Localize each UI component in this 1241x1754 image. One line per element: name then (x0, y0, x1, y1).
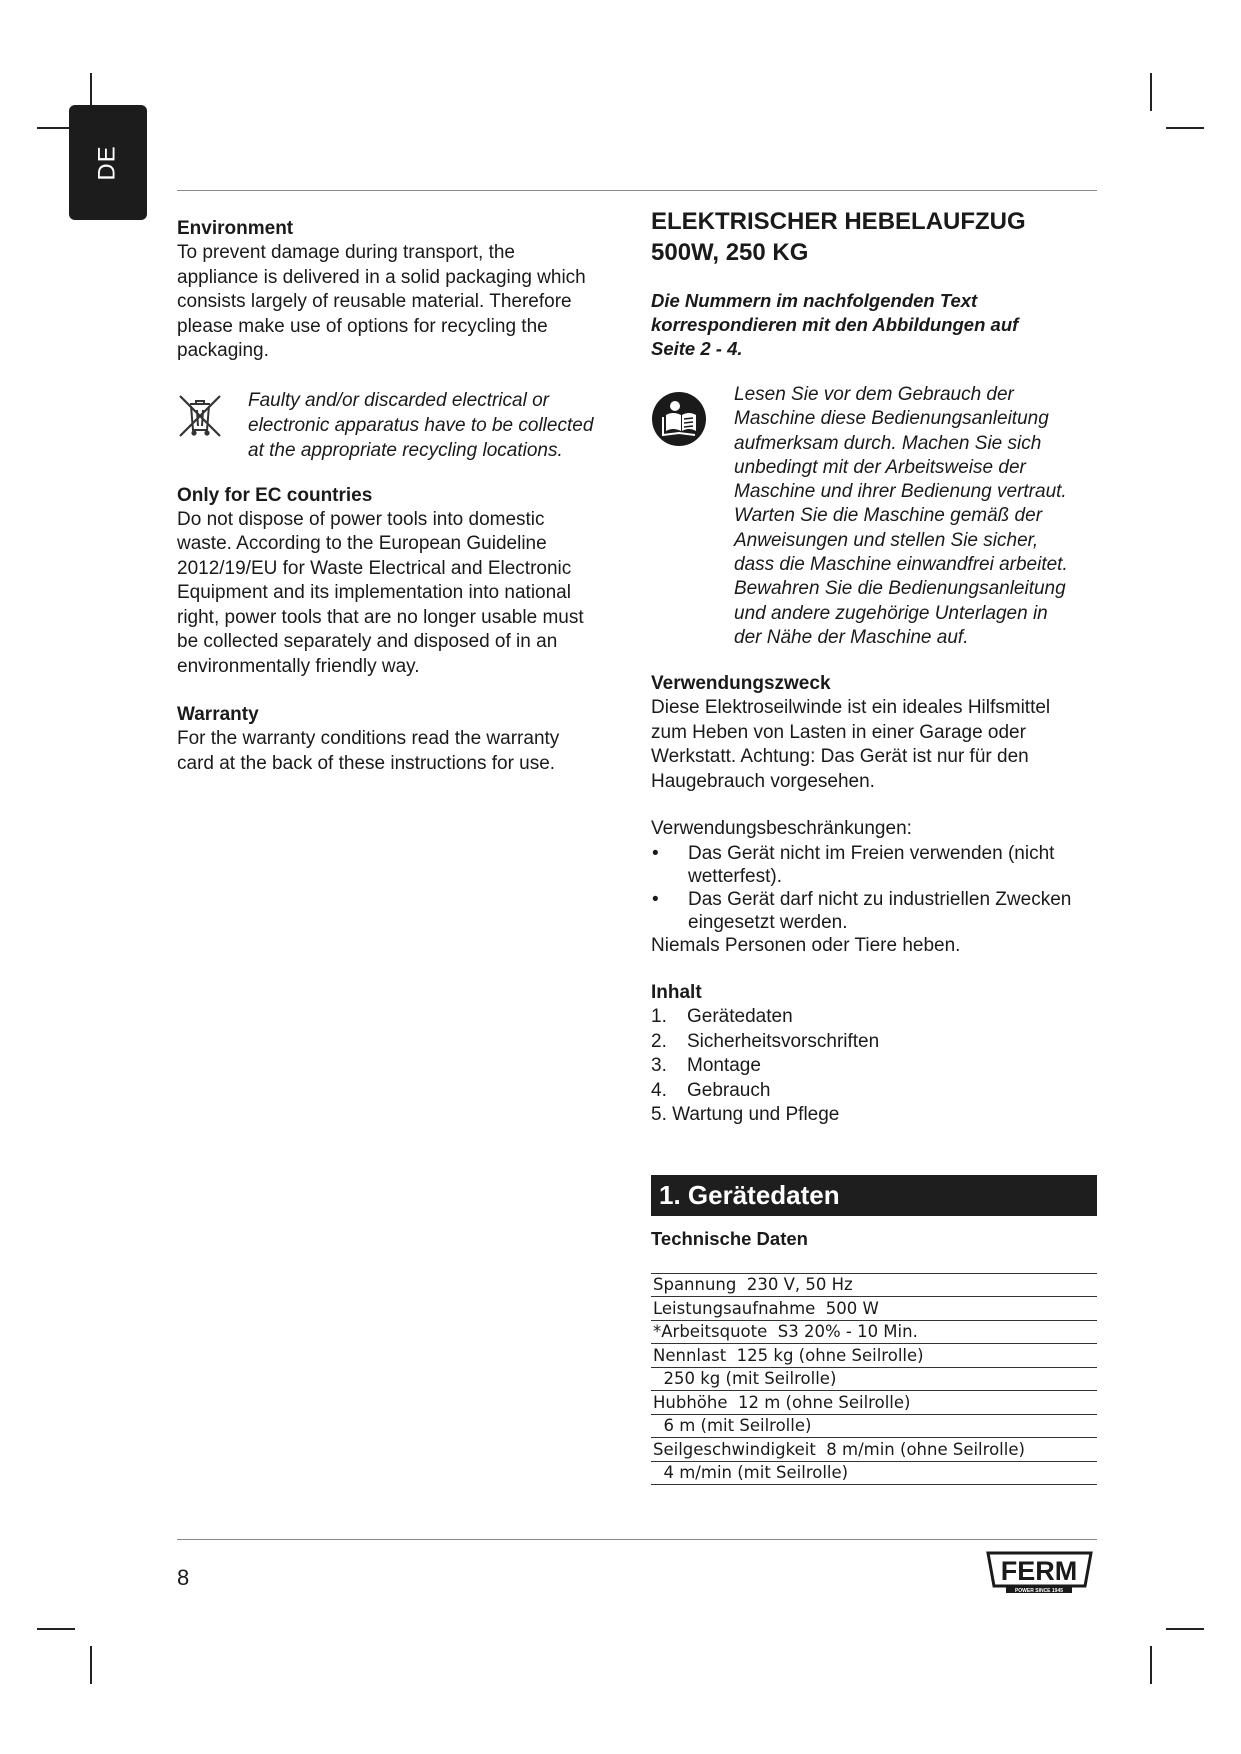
restrictions-closing: Niemals Personen oder Tiere heben. (651, 934, 961, 956)
contents-list (651, 1005, 1097, 1128)
section-title: 1. Gerätedaten (651, 1175, 1097, 1216)
restrictions-list (651, 842, 1097, 934)
page-number: 8 (177, 1565, 190, 1590)
warranty-section (177, 702, 617, 776)
ec-text: Do not dispose of power tools into domestic waste. According to the European Guideline 2012/19/EU for Waste Electrical and Electronic Equipment and its implementation into national right, power tools that are no longer usable must be collected separately and disposed of in an environmentally friendly way. (177, 508, 584, 677)
read-manual-icon (651, 391, 707, 447)
header-rule (177, 190, 1097, 191)
crop-mark (1150, 73, 1152, 111)
list-item: • Das Gerät darf nicht zu industriellen Zwecken eingesetzt werden. (651, 888, 1097, 934)
technical-data-heading: Technische Daten (651, 1227, 808, 1249)
table-row: Leistungsaufnahme 500 W (651, 1297, 1097, 1321)
warranty-heading: Warranty (177, 704, 259, 725)
restrictions-section (651, 817, 1097, 958)
table-row: Seilgeschwindigkeit 8 m/min (ohne Seilrolle) (651, 1438, 1097, 1462)
crossed-out-wheelie-bin-icon (177, 392, 223, 440)
table-row: 250 kg (mit Seilrolle) (651, 1367, 1097, 1391)
contents-heading: Inhalt (651, 982, 702, 1004)
manual-notice-text: Lesen Sie vor dem Gebrauch der Maschine diese Bedienungsanleitung aufmerksam durch. Machen Sie sich unbedingt mit der Arbeitsweise der Maschine und ihrer Bedienung vertraut. Warten Sie die Maschine gemäß der Anweisungen und stellen Sie sicher, dass die Maschine einwandfrei arbeitet. Bewahren Sie die Bedienungsanleitung und andere zugehörige Unterlagen in der Nähe der Maschine auf. (734, 384, 1068, 648)
read-manual-icon (651, 383, 734, 452)
list-item: • Das Gerät nicht im Freien verwenden (nicht wetterfest). (651, 842, 1097, 888)
ferm-logo (986, 1550, 1093, 1594)
product-title: ELEKTRISCHER HEBELAUFZUG 500W, 250 KG (651, 208, 1026, 266)
crop-mark (90, 1646, 92, 1684)
environment-heading: Environment (177, 218, 294, 239)
purpose-heading: Verwendungszweck (651, 673, 831, 695)
ec-section (177, 483, 617, 680)
svg-text:POWER SINCE 1945: POWER SINCE 1945 (1014, 1588, 1064, 1594)
device-data-section (651, 1175, 1097, 1486)
purpose-text: Diese Elektroseilwinde ist ein ideales Hilfsmittel zum Heben von Lasten in einer Garage oder Werkstatt. Achtung: Das Gerät ist nur für den Haugebrauch vorgesehen. (651, 697, 1051, 792)
purpose-section (651, 671, 1097, 794)
recycling-notice (177, 388, 617, 463)
table-row: Nennlast 125 kg (ohne Seilrolle) (651, 1344, 1097, 1368)
language-tab (69, 105, 147, 220)
environment-section (177, 216, 617, 364)
footer-rule (177, 1539, 1097, 1540)
list-item: 1. Gerätedaten (651, 1006, 793, 1028)
figure-reference-note: Die Nummern im nachfolgenden Text korrespondieren mit den Abbildungen auf Seite 2 - 4. (651, 290, 1019, 359)
restrictions-heading: Verwendungsbeschränkungen: (651, 818, 912, 840)
list-item: 3. Montage (651, 1055, 761, 1077)
list-item: 5. Wartung und Pflege (651, 1104, 840, 1126)
svg-text:FERM: FERM (1000, 1556, 1078, 1586)
warranty-text: For the warranty conditions read the warranty card at the back of these instructions for use. (177, 728, 560, 774)
language-label: DE (94, 144, 121, 181)
ferm-logo-graphic (986, 1550, 1093, 1594)
crop-mark (1150, 1646, 1152, 1684)
crossed-out-wheelie-bin-icon (177, 388, 248, 445)
table-row: *Arbeitsquote S3 20% - 10 Min. (651, 1320, 1097, 1344)
crop-mark (37, 1628, 75, 1630)
crop-mark (1166, 1628, 1204, 1630)
table-row: Hubhöhe 12 m (ohne Seilrolle) (651, 1391, 1097, 1415)
crop-mark (1166, 127, 1204, 129)
contents-section (651, 980, 1097, 1128)
left-column (177, 216, 617, 776)
environment-text: To prevent damage during transport, the appliance is delivered in a solid packaging which consists largely of reusable material. Therefore please make use of options for recycling the packaging. (177, 242, 586, 361)
list-item: 2. Sicherheitsvorschriften (651, 1030, 880, 1052)
table-row: Spannung 230 V, 50 Hz (651, 1273, 1097, 1297)
table-row: 4 m/min (mit Seilrolle) (651, 1461, 1097, 1485)
manual-notice (651, 383, 1097, 650)
table-row: 6 m (mit Seilrolle) (651, 1414, 1097, 1438)
right-column (651, 206, 1097, 1485)
ec-heading: Only for EC countries (177, 484, 373, 506)
list-item: 4. Gebrauch (651, 1079, 771, 1101)
recycling-notice-text: Faulty and/or discarded electrical or electronic apparatus have to be collected at the appropriate recycling locations. (248, 389, 594, 461)
spec-table (651, 1273, 1097, 1486)
